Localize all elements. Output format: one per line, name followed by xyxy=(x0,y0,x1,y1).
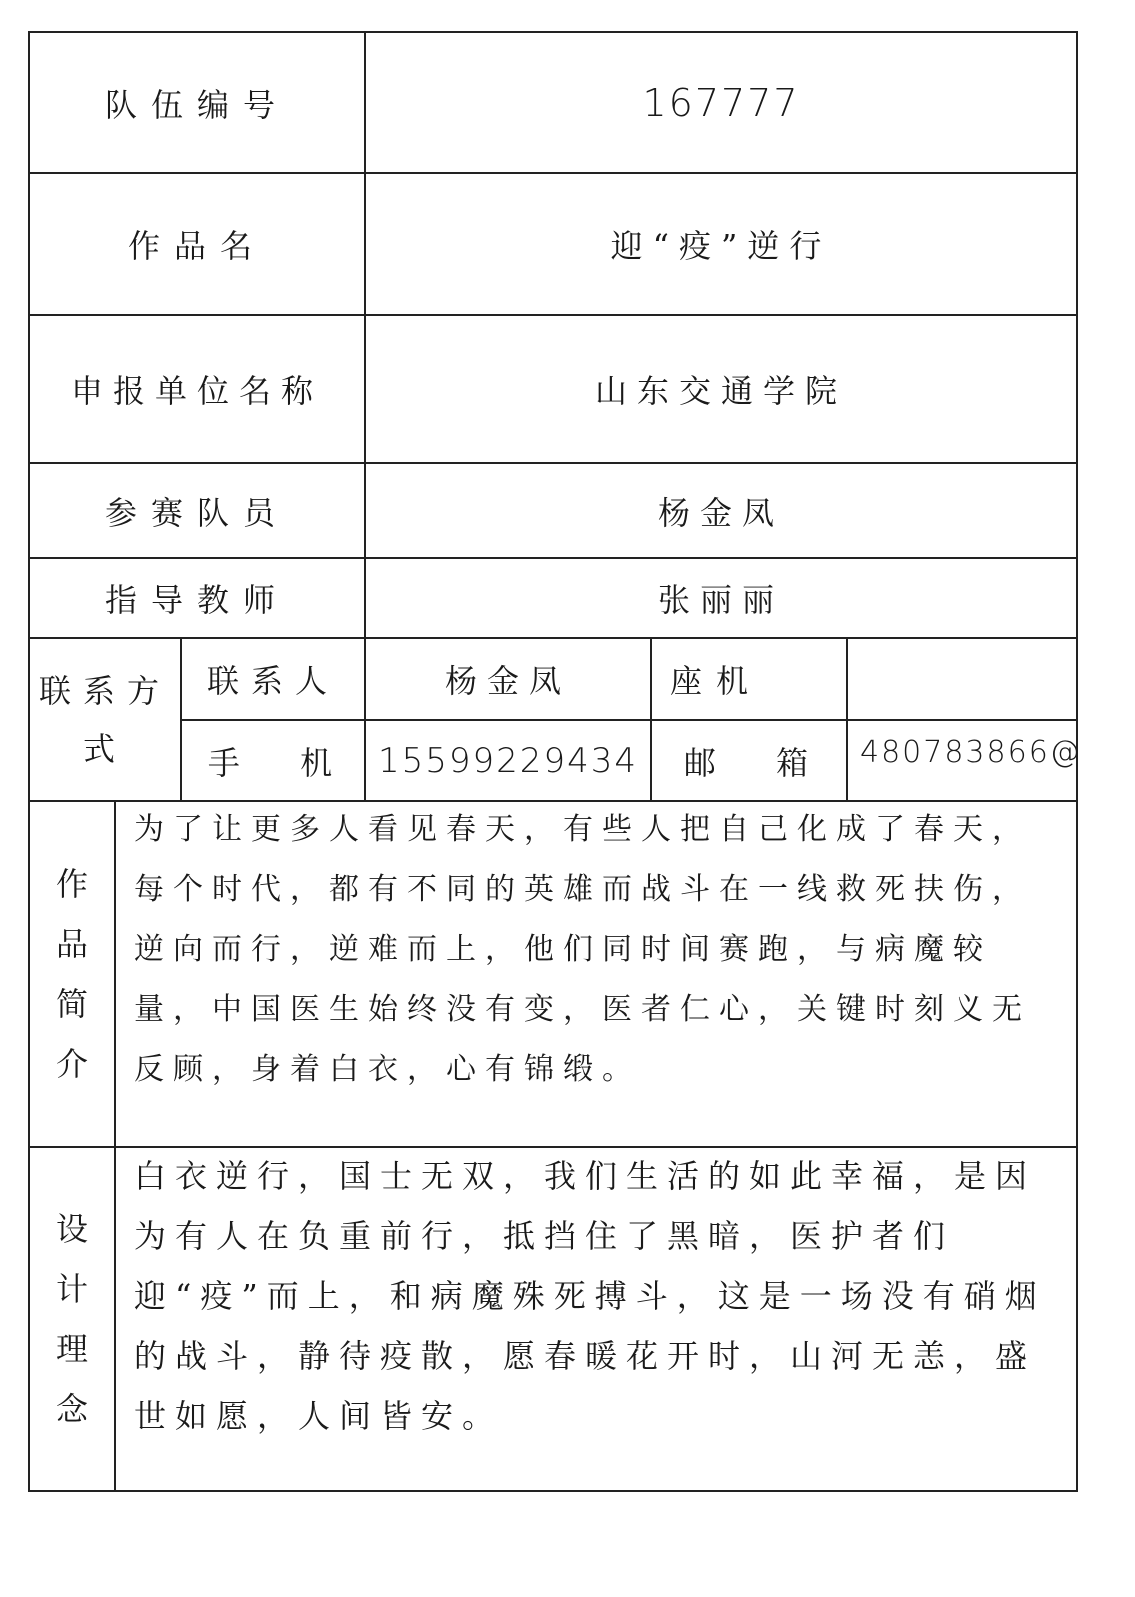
work-intro-label-char: 品 xyxy=(55,925,88,963)
team-member-label: 参赛队员 xyxy=(28,462,366,559)
organization-value: 山东交通学院 xyxy=(364,314,1078,464)
mobile-value: 15599229434 xyxy=(364,719,652,802)
mobile-label: 手 机 xyxy=(180,719,366,802)
contact-person-value: 杨金凤 xyxy=(364,637,652,721)
contact-method-label-line2: 式 xyxy=(82,729,127,768)
landline-value xyxy=(846,637,1078,721)
contact-person-label: 联系人 xyxy=(180,637,366,721)
work-name-value: 迎“疫”逆行 xyxy=(364,172,1078,316)
design-concept-label-char: 设 xyxy=(55,1210,88,1248)
email-value: 480783866@ xyxy=(846,719,1078,802)
advisor-value: 张丽丽 xyxy=(364,557,1078,639)
team-member-value: 杨金凤 xyxy=(364,462,1078,559)
design-concept-label xyxy=(28,1146,116,1492)
team-number-value: 167777 xyxy=(364,31,1078,174)
contact-method-label-line1: 联系方 xyxy=(38,671,171,710)
landline-label: 座机 xyxy=(650,637,848,721)
contact-method-label xyxy=(28,637,182,802)
design-concept-text: 白衣逆行，国士无双，我们生活的如此幸福，是因为有人在负重前行，抵挡住了黑暗，医护者们迎“疫”而上，和病魔殊死搏斗，这是一场没有硝烟的战斗，静待疫散，愿春暖花开时，山河无恙，盛世如愿，人间皆安。 xyxy=(134,1157,1046,1435)
advisor-label: 指导教师 xyxy=(28,557,366,639)
work-intro-label xyxy=(28,800,116,1148)
email-label: 邮 箱 xyxy=(650,719,848,802)
team-number-label: 队伍编号 xyxy=(28,31,366,174)
design-concept-label-char: 念 xyxy=(55,1390,88,1428)
work-intro-label-char: 介 xyxy=(55,1045,88,1083)
design-concept-label-char: 计 xyxy=(55,1270,88,1308)
work-intro-text: 为了让更多人看见春天，有些人把自己化成了春天，每个时代，都有不同的英雄而战斗在一线救死扶伤，逆向而行，逆难而上，他们同时间赛跑，与病魔较量，中国医生始终没有变，医者仁心，关键时刻义无反顾，身着白衣，心有锦缎。 xyxy=(134,812,1031,1087)
work-intro-label-char: 作 xyxy=(55,865,88,903)
organization-label: 申报单位名称 xyxy=(28,314,366,464)
work-intro-label-char: 简 xyxy=(55,985,88,1023)
work-name-label: 作品名 xyxy=(28,172,366,316)
design-concept-label-char: 理 xyxy=(55,1330,88,1368)
